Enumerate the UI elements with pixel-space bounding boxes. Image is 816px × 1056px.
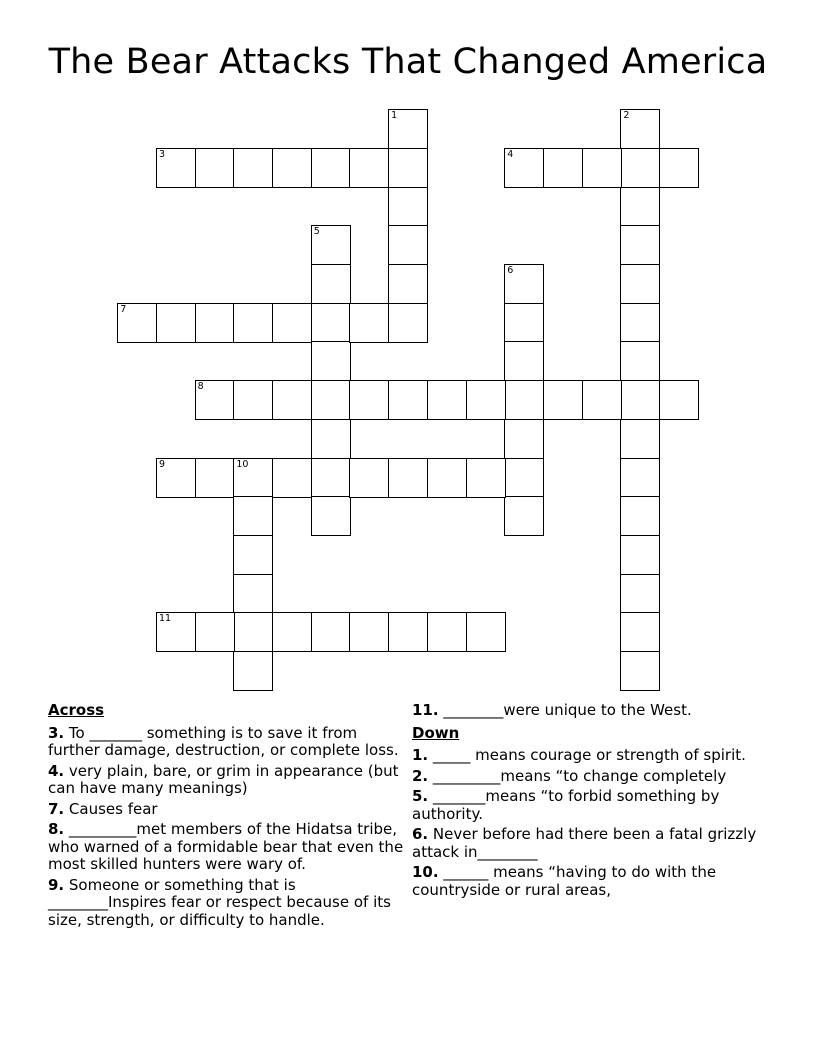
clue-number-label: 3. (48, 723, 65, 742)
clue-number-label: 4. (48, 761, 65, 780)
grid-cell[interactable] (504, 148, 544, 188)
clue-item (412, 768, 757, 786)
grid-cell[interactable] (311, 148, 351, 188)
grid-cell[interactable] (311, 225, 351, 265)
clue-number: 1 (391, 110, 398, 122)
grid-cell[interactable] (388, 612, 428, 652)
clue-number: 7 (120, 303, 127, 315)
grid-cell[interactable] (311, 303, 351, 343)
grid-cell[interactable] (620, 380, 660, 420)
grid-cell[interactable] (272, 458, 312, 498)
grid-cell[interactable] (504, 264, 544, 304)
grid-cell[interactable] (504, 341, 544, 381)
clues-column-left (48, 702, 408, 932)
grid-cell[interactable] (620, 419, 660, 459)
across-clue-list (48, 725, 408, 930)
grid-cell[interactable] (311, 612, 351, 652)
clue-item (412, 826, 757, 861)
grid-cell[interactable] (620, 496, 660, 536)
grid-cell[interactable] (659, 148, 699, 188)
grid-cell[interactable] (620, 574, 660, 614)
grid-cell[interactable] (427, 380, 467, 420)
grid-cell[interactable] (233, 574, 273, 614)
clue-number-label: 10. (412, 863, 439, 881)
grid-cell[interactable] (620, 651, 660, 691)
grid-cell[interactable] (311, 264, 351, 304)
grid-cell[interactable] (620, 225, 660, 265)
clue-number: 11 (158, 613, 172, 625)
clue-number: 9 (158, 458, 165, 470)
clue-number-label: 1. (412, 746, 429, 764)
clue-item (412, 747, 757, 765)
grid-cell[interactable] (233, 535, 273, 575)
grid-cell[interactable] (233, 496, 273, 536)
grid-cell[interactable] (117, 303, 157, 343)
clue-item (412, 788, 757, 823)
grid-cell[interactable] (620, 341, 660, 381)
clue-number-label: 6. (412, 825, 429, 843)
grid-cell[interactable] (349, 458, 389, 498)
grid-cell[interactable] (388, 380, 428, 420)
grid-cell[interactable] (659, 380, 699, 420)
grid-cell[interactable] (233, 148, 273, 188)
clue-number: 3 (158, 148, 165, 160)
clue-text: _________means “to change completely (428, 766, 727, 785)
clue-text: ________were unique to the West. (438, 701, 692, 719)
clue-item (48, 877, 408, 930)
grid-cell[interactable] (156, 148, 196, 188)
clue-item (412, 864, 757, 899)
grid-cell[interactable] (388, 148, 428, 188)
clue-number: 4 (507, 148, 514, 160)
clue-text: _________met members of the Hidatsa tribe, who warned of a formidable bear that even the most skilled hunters were wary of. (48, 820, 404, 873)
clue-text: Never before had there been a fatal grizzly attack in________ (412, 825, 757, 861)
clue-text: To _______ something is to save it from further damage, destruction, or complete loss. (48, 723, 399, 759)
grid-cell[interactable] (504, 496, 544, 536)
clue-text: Causes fear (64, 799, 158, 818)
grid-cell[interactable] (388, 109, 428, 149)
grid-cell[interactable] (388, 264, 428, 304)
grid-cell[interactable] (195, 458, 235, 498)
clue-number: 8 (197, 381, 204, 393)
grid-cell[interactable] (349, 148, 389, 188)
grid-cell[interactable] (620, 187, 660, 227)
grid-cell[interactable] (543, 380, 583, 420)
clue-number: 10 (236, 458, 249, 470)
grid-cell[interactable] (311, 380, 351, 420)
grid-cell[interactable] (349, 303, 389, 343)
grid-cell[interactable] (620, 264, 660, 304)
clue-number-label: 11. (412, 701, 439, 719)
grid-cell[interactable] (311, 458, 351, 498)
grid-cell[interactable] (195, 380, 235, 420)
grid-cell[interactable] (195, 148, 235, 188)
grid-cell[interactable] (620, 148, 660, 188)
down-heading: Down (412, 723, 460, 742)
grid-cell[interactable] (388, 458, 428, 498)
grid-cell[interactable] (388, 303, 428, 343)
clue-text: Someone or something that is ________Inspires fear or respect because of its size, strength, or difficulty to handle. (48, 875, 391, 929)
clue-text: very plain, bare, or grim in appearance (but can have many meanings) (48, 761, 399, 797)
grid-cell[interactable] (466, 458, 506, 498)
clue-number: 6 (507, 265, 514, 277)
grid-cell[interactable] (582, 148, 622, 188)
grid-cell[interactable] (543, 148, 583, 188)
clue-number-label: 7. (48, 799, 65, 818)
grid-cell[interactable] (388, 187, 428, 227)
grid-cell[interactable] (349, 380, 389, 420)
down-clue-list (412, 747, 757, 899)
grid-cell[interactable] (388, 225, 428, 265)
grid-cell[interactable] (466, 612, 506, 652)
grid-cell[interactable] (620, 458, 660, 498)
clue-text: _____ means courage or strength of spirit. (428, 746, 746, 764)
grid-cell[interactable] (156, 612, 196, 652)
clue-number: 5 (313, 226, 320, 238)
clue-text: ______ means “having to do with the countryside or rural areas, (412, 863, 717, 899)
grid-cell[interactable] (233, 303, 273, 343)
clue-number-label: 2. (412, 766, 429, 785)
clue-item (48, 801, 408, 819)
grid-cell[interactable] (195, 303, 235, 343)
grid-cell[interactable] (233, 612, 273, 652)
clue-item (412, 702, 757, 720)
grid-cell[interactable] (272, 303, 312, 343)
grid-cell[interactable] (233, 651, 273, 691)
grid-cell[interactable] (466, 380, 506, 420)
clue-text: _______means “to forbid something by authority. (412, 787, 720, 823)
clue-number-label: 9. (48, 875, 65, 894)
across-heading: Across (48, 701, 105, 719)
grid-cell[interactable] (582, 380, 622, 420)
grid-cell[interactable] (311, 341, 351, 381)
grid-cell[interactable] (620, 303, 660, 343)
grid-cell[interactable] (195, 612, 235, 652)
clue-item (48, 725, 408, 760)
page-title: The Bear Attacks That Changed America (48, 42, 768, 82)
clue-item (48, 821, 408, 874)
grid-cell[interactable] (349, 612, 389, 652)
grid-cell[interactable] (620, 535, 660, 575)
clue-item (48, 763, 408, 798)
grid-cell[interactable] (427, 612, 467, 652)
clues-column-right (412, 702, 757, 902)
grid-cell[interactable] (272, 148, 312, 188)
grid-cell[interactable] (504, 419, 544, 459)
grid-cell[interactable] (620, 109, 660, 149)
grid-cell[interactable] (233, 380, 273, 420)
grid-cell[interactable] (156, 458, 196, 498)
grid-cell[interactable] (233, 458, 273, 498)
clue-number: 2 (623, 110, 630, 122)
grid-cell[interactable] (272, 612, 312, 652)
grid-cell[interactable] (272, 380, 312, 420)
grid-cell[interactable] (504, 380, 544, 420)
grid-cell[interactable] (504, 303, 544, 343)
grid-cell[interactable] (311, 419, 351, 459)
grid-cell[interactable] (156, 303, 196, 343)
across-clue-list-continued (412, 702, 757, 720)
clue-number-label: 5. (412, 787, 429, 805)
grid-cell[interactable] (427, 458, 467, 498)
grid-cell[interactable] (311, 496, 351, 536)
grid-cell[interactable] (504, 458, 544, 498)
grid-cell[interactable] (620, 612, 660, 652)
clue-number-label: 8. (48, 820, 65, 838)
